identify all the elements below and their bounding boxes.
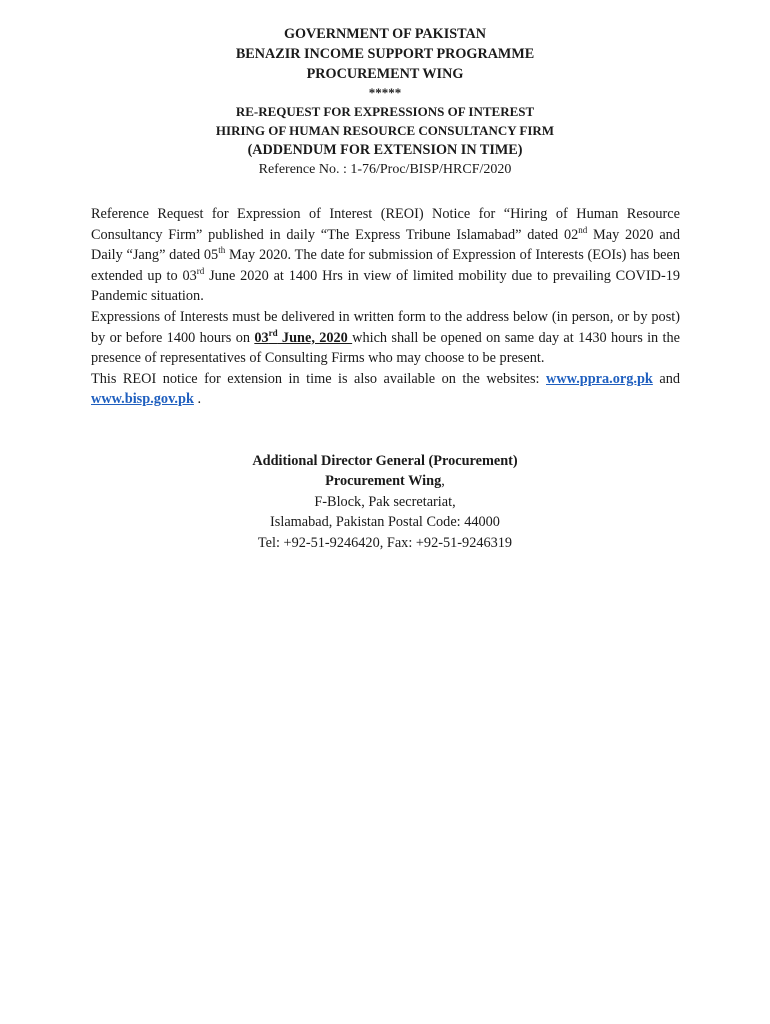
- header-programme: BENAZIR INCOME SUPPORT PROGRAMME: [235, 46, 535, 62]
- signatory-title: Additional Director General (Procurement): [252, 453, 518, 469]
- paragraph-delivery: [91, 307, 680, 369]
- header-addendum: (ADDENDUM FOR EXTENSION IN TIME): [247, 142, 523, 158]
- header-government: GOVERNMENT OF PAKISTAN: [283, 26, 487, 42]
- document-header: [0, 24, 770, 180]
- paragraph-text: May 2020 and Daily “Jang” dated 05: [91, 226, 680, 264]
- header-hiring: HIRING OF HUMAN RESOURCE CONSULTANCY FIRM: [215, 123, 555, 138]
- ordinal-suffix: rd: [268, 327, 278, 338]
- paragraph-text: .: [193, 391, 202, 408]
- header-wing: PROCUREMENT WING: [306, 66, 464, 82]
- paragraph-text: and: [652, 370, 680, 387]
- reference-number: Reference No. : 1-76/Proc/BISP/HRCF/2020: [258, 162, 512, 177]
- header-rerequest: RE-REQUEST FOR EXPRESSIONS OF INTEREST: [235, 104, 535, 119]
- paragraph-text: Reference Request for Expression of Interest (REOI) Notice for “Hiring of Human Resource Consultancy Firm” published in daily “The Express Tribune Islamabad” dated 02: [91, 206, 680, 243]
- signature-block: [0, 451, 770, 553]
- deadline-date: [254, 327, 353, 346]
- paragraph-text: which shall be opened on same day at 1430 hours in the presence of representatives of Consulting Firms who may choose to be present.: [91, 329, 680, 367]
- deadline-month-year: June, 2020: [277, 329, 353, 346]
- signatory-wing-comma: ,: [441, 473, 445, 490]
- paragraph-extension: [91, 204, 680, 307]
- deadline-day: 03: [254, 329, 269, 346]
- ordinal-suffix: nd: [578, 224, 588, 235]
- paragraph-text: This REOI notice for extension in time is also available on the websites:: [91, 370, 547, 387]
- paragraph-websites: [91, 369, 680, 410]
- paragraph-text: June 2020 at 1400 Hrs in view of limited mobility due to prevailing COVID-19 Pandemic situation.: [91, 267, 681, 305]
- signatory-wing-name: Procurement Wing: [325, 473, 442, 490]
- header-stars: *****: [368, 85, 402, 100]
- signatory-wing: [0, 471, 770, 491]
- paragraph-text: Expressions of Interests must be delivered in written form to the address below (in person, or by post) by or before 1400 hours on: [91, 308, 680, 346]
- ordinal-suffix: rd: [196, 266, 205, 277]
- ppra-website-link[interactable]: www.ppra.org.pk: [546, 370, 653, 387]
- bisp-website-link[interactable]: www.bisp.gov.pk: [91, 391, 194, 408]
- ordinal-suffix: th: [218, 245, 226, 256]
- address-block: F-Block, Pak secretariat,: [314, 493, 456, 510]
- contact-numbers: Tel: +92-51-9246420, Fax: +92-51-9246319: [257, 534, 513, 551]
- paragraph-text: May 2020. The date for submission of Expression of Interests (EOIs) has been extended up to 03: [91, 247, 680, 284]
- notice-body: [91, 204, 680, 410]
- address-city: Islamabad, Pakistan Postal Code: 44000: [270, 514, 500, 531]
